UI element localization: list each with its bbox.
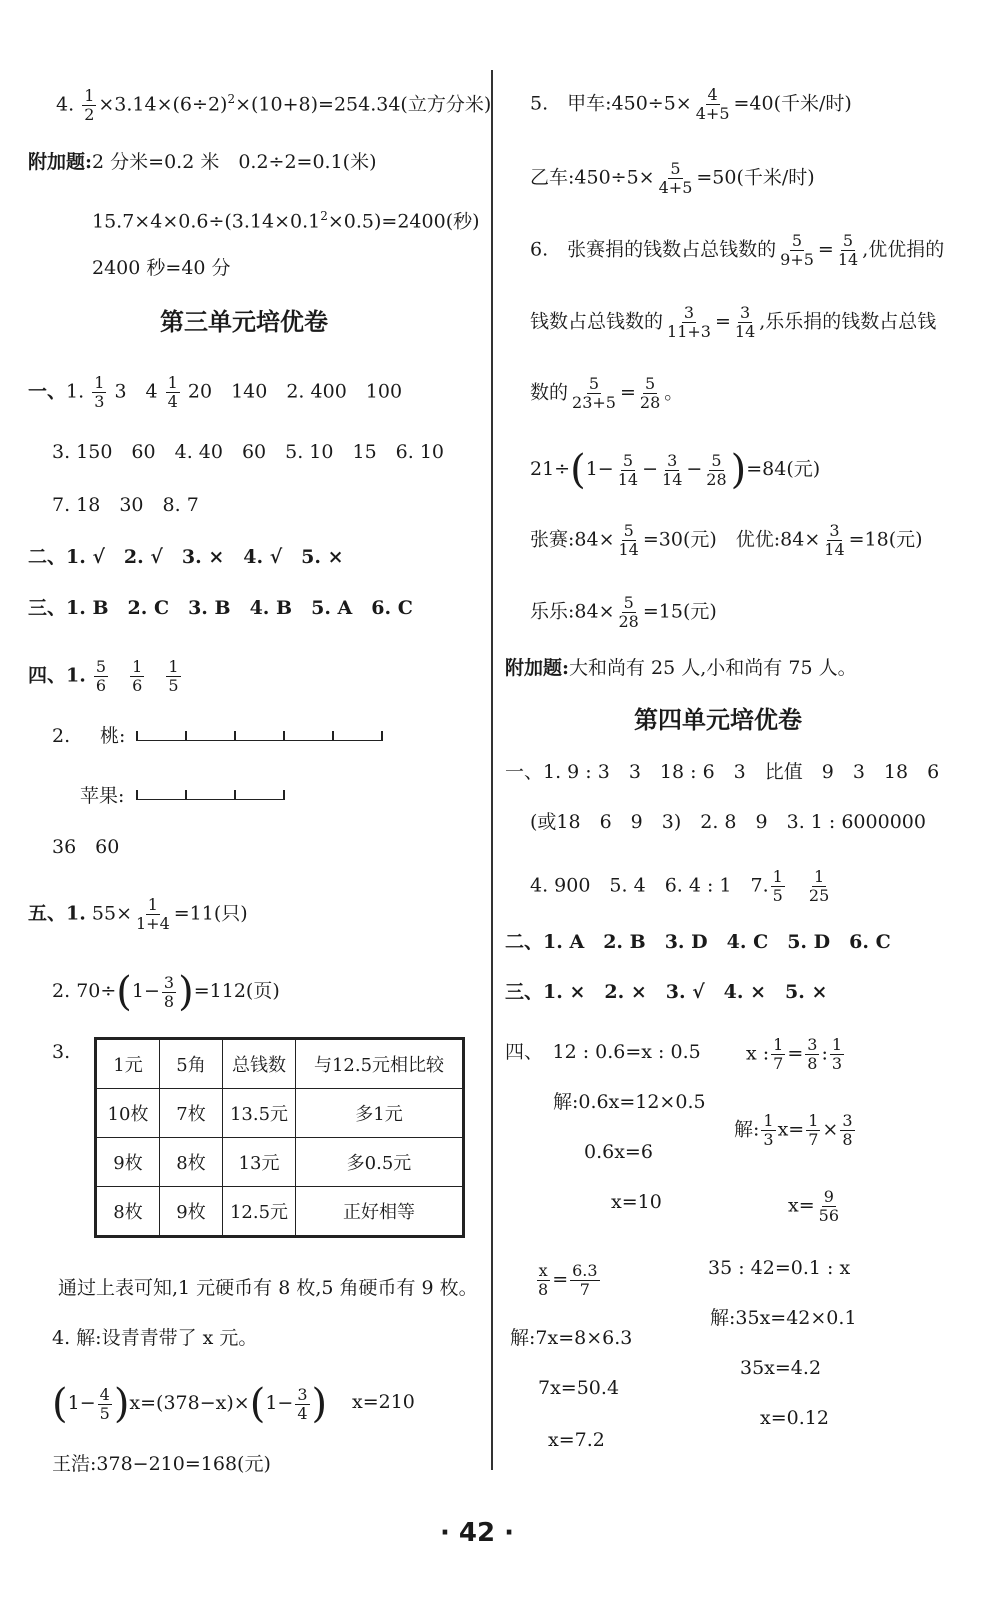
table-row (96, 1187, 464, 1237)
fraction: $\frac{3}{14}$ (734, 303, 756, 341)
answer-line: 五、1. 55× $\frac{1}{1+4}$ =11(只) (28, 895, 248, 933)
answer-line: 4. $\frac{1}{2}$ $\times 3.14\times(6\div 2)^2\times(10+8)=254.34$(立方分米) (56, 86, 492, 124)
table-cell: 多1元 (296, 1089, 464, 1138)
fraction: $\frac{1}{3}$ (763, 1111, 774, 1149)
column-divider (491, 70, 493, 1470)
fraction: $\frac{6.3}{7}$ (572, 1261, 598, 1299)
answer-line: 一、1. $\frac{1}{3}$ 3 4 $\frac{1}{4}$ 20 140 2. 400 100 (28, 373, 403, 411)
fraction: $\frac{5}{28}$ (706, 450, 727, 489)
segment-label: 苹果: (80, 785, 125, 807)
table-cell: 多0.5元 (296, 1138, 464, 1187)
fraction: $\frac{x}{8}$ (538, 1261, 549, 1299)
fraction: $\frac{3}{14}$ (662, 450, 683, 489)
fraction: $\frac{1}{4}$ (167, 373, 178, 411)
answer-line: (或18 6 9 3) 2. 8 9 3. 1 : 6000000 (530, 811, 926, 833)
fraction: $\frac{1}{7}$ (773, 1035, 784, 1073)
answer-line: 乙车:450÷5× $\frac{5}{4+5}$ =50(千米/时) (530, 159, 815, 197)
answer-line: 一、1. 9 : 3 3 18 : 6 3 比值 9 3 18 6 (505, 761, 940, 783)
unit-title: 第三单元培优卷 (160, 308, 328, 336)
fraction: $\frac{3}{8}$ (842, 1111, 853, 1149)
fraction: $\frac{5}{14}$ (837, 231, 859, 269)
table-row (96, 1089, 464, 1138)
table-cell: 13元 (223, 1138, 296, 1187)
table-cell: 9枚 (160, 1187, 223, 1237)
fraction: $\frac{1}{5}$ (772, 867, 783, 905)
fraction: $\frac{5}{23+5}$ (572, 374, 616, 412)
fraction: $\frac{1}{1+4}$ (136, 895, 170, 933)
segment-label: 桃: (100, 725, 126, 747)
answer-line: $15.7\times 4\times 0.6\div(3.14\times 0.1^2\times 0.5)=2400$(秒) (92, 209, 480, 233)
fraction: $\frac{3}{8}$ (807, 1035, 818, 1073)
answer-line: 二、1. √ 2. √ 3. × 4. √ 5. × (28, 546, 344, 568)
answer-line: 0.6x=6 (584, 1141, 653, 1163)
fraction: $\frac{1}{7}$ (808, 1111, 819, 1149)
question-number: 2. (52, 725, 71, 747)
question-number: 3. (52, 1041, 71, 1063)
fraction: $\frac{3}{4}$ (297, 1384, 308, 1423)
answer-line: 钱数占总钱数的 $\frac{3}{11+3}$ = $\frac{3}{14}$ ,乐乐捐的钱数占总钱 (530, 303, 937, 341)
unit-title: 第四单元培优卷 (634, 706, 802, 734)
extra-question: 附加题:2 分米=0.2 米 0.2÷2=0.1(米) (28, 151, 377, 173)
fraction: $\frac{1}{3}$ (831, 1035, 843, 1073)
fraction: $\frac{3}{8}$ (163, 972, 175, 1011)
table-row (96, 1138, 464, 1187)
answer-line: 36 60 (52, 836, 120, 858)
answer-line: x=10 (611, 1191, 662, 1213)
answer-line: 35x=4.2 (740, 1357, 822, 1379)
answer-line: x=0.12 (760, 1407, 829, 1429)
page-number: · 42 · (440, 1518, 515, 1548)
answer-line: 35 : 42=0.1 : x (708, 1257, 851, 1279)
answer-line: x : $\frac{1}{7}$ = $\frac{3}{8}$ : $\frac{1}{3}$ (746, 1035, 843, 1073)
fraction: $\frac{5}{6}$ (95, 657, 107, 695)
answer-line: $\frac{x}{8}$ = $\frac{6.3}{7}$ (538, 1261, 598, 1299)
answer-line: 四、 12 : 0.6=x : 0.5 (505, 1041, 701, 1063)
table-header-row (96, 1039, 464, 1089)
fraction: $\frac{5}{28}$ (639, 374, 661, 412)
table-cell: 10枚 (96, 1089, 160, 1138)
fraction: $\frac{5}{28}$ (618, 593, 639, 631)
answer-line: x= $\frac{9}{56}$ (788, 1187, 839, 1225)
answer-line: 解:0.6x=12×0.5 (553, 1091, 706, 1113)
table-header: 与12.5元相比较 (296, 1039, 464, 1089)
answer-line: 4. 解:设青青带了 x 元。 (52, 1327, 258, 1349)
answer-line: 3. 150 60 4. 40 60 5. 10 15 6. 10 (52, 441, 444, 463)
answer-line: 通过上表可知,1 元硬币有 8 枚,5 角硬币有 9 枚。 (58, 1277, 478, 1299)
table-header: 5角 (160, 1039, 223, 1089)
fraction: $\frac{4}{4+5}$ (695, 85, 730, 123)
table-cell: 13.5元 (223, 1089, 296, 1138)
answer-line: 7. 18 30 8. 7 (52, 494, 199, 516)
answer-line: 解:7x=8×6.3 (510, 1327, 633, 1349)
fraction: $\frac{5}{9+5}$ (780, 231, 814, 269)
answer-line: 四、1. $\frac{5}{6}$ $\frac{1}{6}$ $\frac{1}{5}$ (28, 657, 179, 695)
fraction: $\frac{1}{2}$ (84, 86, 95, 124)
answer-line: 三、1. B 2. C 3. B 4. B 5. A 6. C (28, 597, 413, 619)
fraction: $\frac{3}{11+3}$ (667, 303, 711, 341)
answer-line: 数的 $\frac{5}{23+5}$ = $\frac{5}{28}$ 。 (530, 374, 684, 412)
answer-line: 解:35x=42×0.1 (710, 1307, 857, 1329)
fraction: $\frac{1}{3}$ (94, 373, 105, 411)
table-cell: 8枚 (160, 1138, 223, 1187)
fraction: $\frac{5}{14}$ (617, 450, 639, 489)
answer-line: x=7.2 (548, 1429, 605, 1451)
table-header: 总钱数 (223, 1039, 296, 1089)
table-header: 1元 (96, 1039, 160, 1089)
fraction: $\frac{1}{25}$ (808, 867, 830, 905)
table-cell: 7枚 (160, 1089, 223, 1138)
table-cell: 9枚 (96, 1138, 160, 1187)
fraction: $\frac{3}{14}$ (824, 521, 845, 559)
answer-line: 5. 甲车:450÷5× $\frac{4}{4+5}$ =40(千米/时) (530, 85, 852, 123)
answer-line: x=210 (352, 1391, 415, 1413)
answer-line: 7x=50.4 (538, 1377, 620, 1399)
table-cell: 12.5元 (223, 1187, 296, 1237)
coin-table (94, 1037, 465, 1238)
answer-line: 王浩:378−210=168(元) (52, 1453, 271, 1475)
answer-line: 三、1. × 2. × 3. √ 4. × 5. × (505, 981, 828, 1003)
fraction: $\frac{5}{4+5}$ (658, 159, 693, 197)
answer-line: (1− $\frac{4}{5}$ )x=(378−x)×(1− $\frac{3}{4}$ ) (52, 1381, 328, 1427)
extra-question: 附加题:大和尚有 25 人,小和尚有 75 人。 (505, 657, 857, 679)
fraction: $\frac{4}{5}$ (99, 1384, 110, 1423)
answer-line: 6. 张赛捐的钱数占总钱数的 $\frac{5}{9+5}$ = $\frac{5}{14}$ ,优优捐的 (530, 231, 945, 269)
table-cell: 8枚 (96, 1187, 160, 1237)
answer-line: 二、1. A 2. B 3. D 4. C 5. D 6. C (505, 931, 891, 953)
answer-line: 4. 900 5. 4 6. 4 : 1 7. $\frac{1}{5}$ $\frac{1}{25}$ (530, 867, 830, 905)
fraction: $\frac{5}{14}$ (618, 521, 639, 559)
answer-line: 21÷(1− $\frac{5}{14}$ − $\frac{3}{14}$ − $\frac{5}{28}$ )=84(元) (530, 447, 821, 493)
answer-line: 2400 秒=40 分 (92, 257, 231, 279)
answer-line: 乐乐:84× $\frac{5}{28}$ =15(元) (530, 593, 717, 631)
fraction: $\frac{9}{56}$ (818, 1187, 839, 1225)
answer-line: 2. 70÷(1− $\frac{3}{8}$ )=112(页) (52, 969, 280, 1015)
fraction: $\frac{1}{5}$ (168, 657, 179, 695)
fraction: $\frac{1}{6}$ (132, 657, 143, 695)
table-cell: 正好相等 (296, 1187, 464, 1237)
answer-line: 解: $\frac{1}{3}$ x= $\frac{1}{7}$ × $\frac{3}{8}$ (734, 1111, 853, 1149)
answer-line: 张赛:84× $\frac{5}{14}$ =30(元) 优优:84× $\frac{3}{14}$ =18(元) (530, 521, 923, 559)
